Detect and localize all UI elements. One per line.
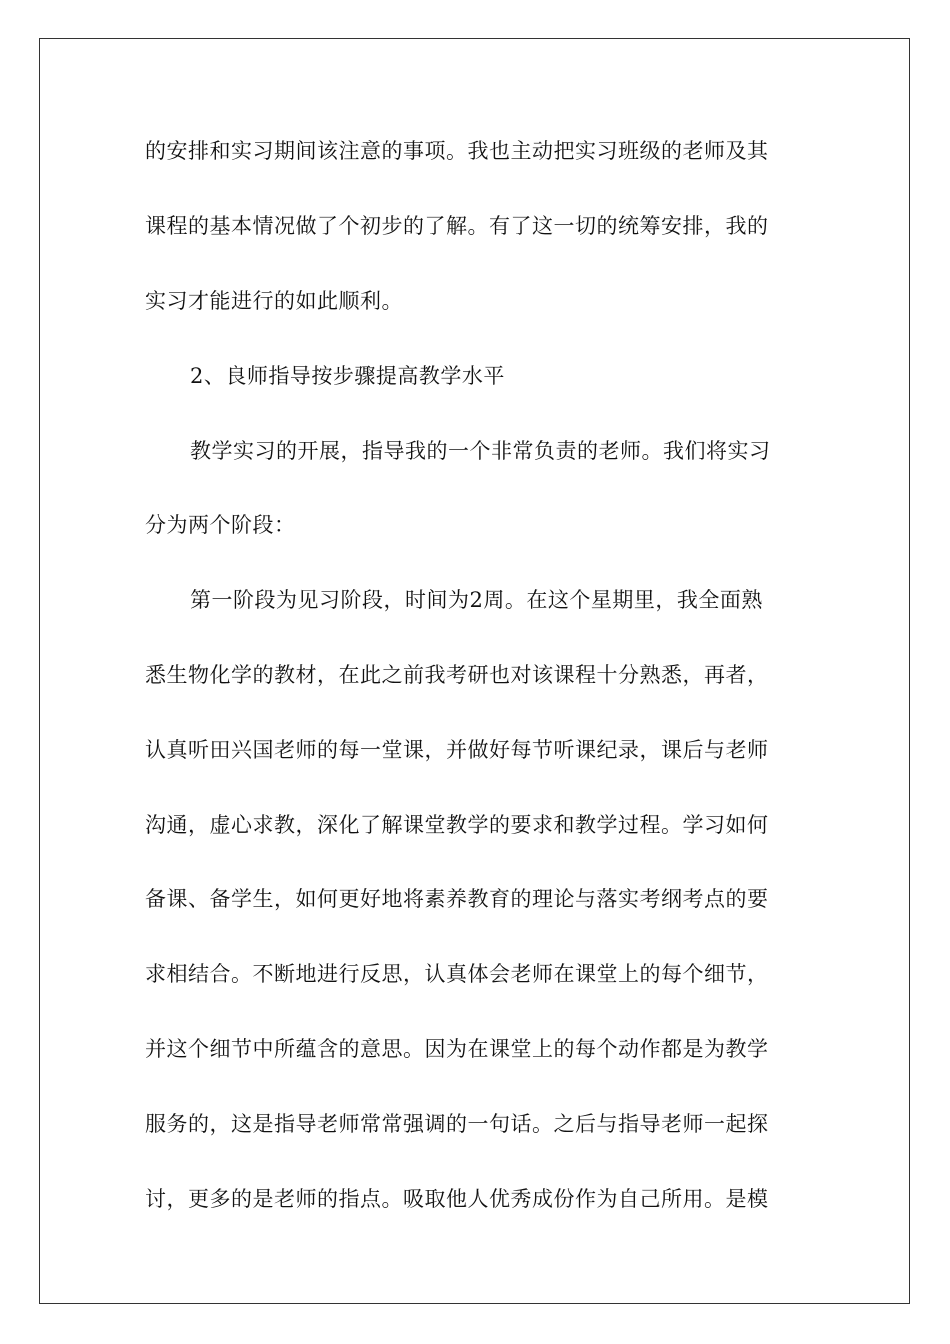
text-line: 分为两个阶段： bbox=[145, 513, 296, 537]
text-line: 服务的，这是指导老师常常强调的一句话。之后与指导老师一起探 bbox=[145, 1112, 769, 1136]
text-line: 沟通，虚心求教，深化了解课堂教学的要求和教学过程。学习如何 bbox=[145, 813, 769, 837]
text-line: 实习才能进行的如此顺利。 bbox=[145, 289, 403, 313]
text-line: 并这个细节中所蕴含的意思。因为在课堂上的每个动作都是为教学 bbox=[145, 1037, 769, 1061]
text-line: 课程的基本情况做了个初步的了解。有了这一切的统筹安排，我的 bbox=[145, 214, 769, 238]
text-line: 求相结合。不断地进行反思，认真体会老师在课堂上的每个细节， bbox=[145, 962, 769, 986]
text-line: 教学实习的开展，指导我的一个非常负责的老师。我们将实习 bbox=[190, 439, 771, 463]
section-heading: 2、良师指导按步骤提高教学水平 bbox=[190, 364, 505, 388]
text-line: 悉生物化学的教材，在此之前我考研也对该课程十分熟悉，再者， bbox=[145, 663, 769, 687]
text-line: 第一阶段为见习阶段，时间为2周。在这个星期里，我全面熟 bbox=[190, 588, 763, 612]
text-line: 备课、备学生，如何更好地将素养教育的理论与落实考纲考点的要 bbox=[145, 887, 769, 911]
text-line: 认真听田兴国老师的每一堂课，并做好每节听课纪录，课后与老师 bbox=[145, 738, 769, 762]
text-line: 讨，更多的是老师的指点。吸取他人优秀成份作为自己所用。是模 bbox=[145, 1187, 769, 1211]
text-line: 的安排和实习期间该注意的事项。我也主动把实习班级的老师及其 bbox=[145, 139, 769, 163]
